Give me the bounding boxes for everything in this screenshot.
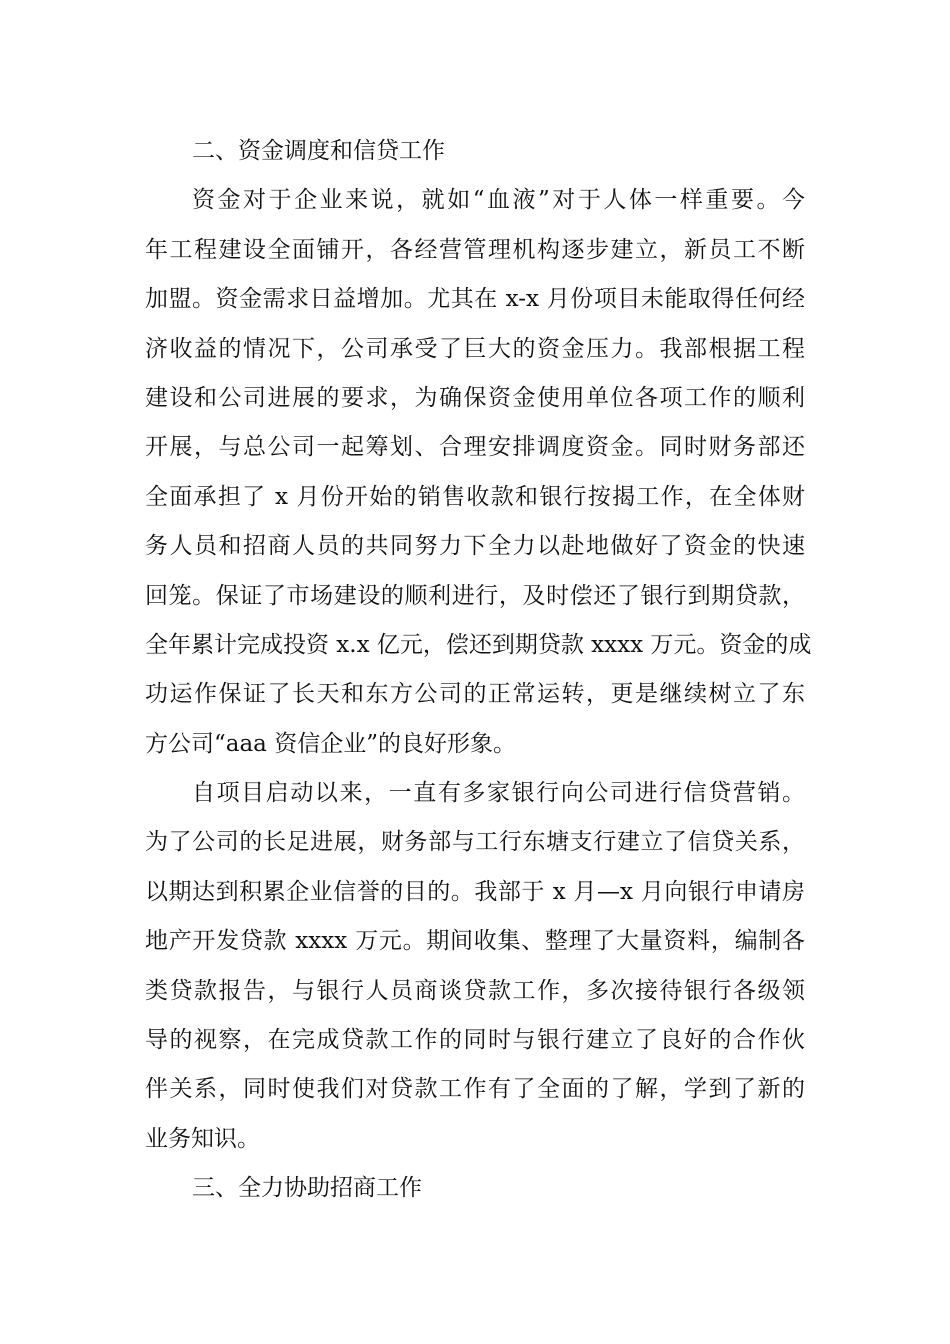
paragraph-line: 回笼。保证了市场建设的顺利进行，及时偿还了银行到期贷款， [145, 582, 805, 609]
paragraph-funds [145, 176, 812, 769]
paragraph-line: 功运作保证了长天和东方公司的正常运转，更是继续树立了东 [145, 681, 805, 708]
paragraph-line: 伴关系，同时使我们对贷款工作有了全面的了解，学到了新的 [145, 1076, 805, 1103]
paragraph-line: 地产开发贷款 xxxx 万元。期间收集、整理了大量资料，编制各 [145, 928, 805, 955]
paragraph-line: 全年累计完成投资 x.x 亿元，偿还到期贷款 xxxx 万元。资金的成 [145, 631, 812, 658]
paragraph-line: 建设和公司进展的要求，为确保资金使用单位各项工作的顺利 [145, 384, 805, 411]
paragraph-line: 全面承担了 x 月份开始的销售收款和银行按揭工作，在全体财 [145, 483, 805, 510]
paragraph-credit [145, 769, 805, 1164]
paragraph-line: 资金对于企业来说，就如“血液”对于人体一样重要。今 [192, 187, 805, 214]
paragraph-line: 为了公司的长足进展，财务部与工行东塘支行建立了信贷关系， [145, 829, 805, 856]
paragraph-line: 导的视察，在完成贷款工作的同时与银行建立了良好的合作伙 [145, 1027, 805, 1054]
paragraph-line: 以期达到积累企业信誉的目的。我部于 x 月—x 月向银行申请房 [145, 878, 805, 905]
paragraph-line: 业务知识。 [145, 1125, 260, 1152]
paragraph-line: 类贷款报告，与银行人员商谈贷款工作，多次接待银行各级领 [145, 977, 805, 1004]
section-heading-2: 二、资金调度和信贷工作 [192, 138, 445, 164]
paragraph-line: 济收益的情况下，公司承受了巨大的资金压力。我部根据工程 [145, 335, 805, 362]
paragraph-line: 开展，与总公司一起筹划、合理安排调度资金。同时财务部还 [145, 434, 805, 461]
paragraph-line: 务人员和招商人员的共同努力下全力以赴地做好了资金的快速 [145, 533, 805, 560]
paragraph-line: 自项目启动以来，一直有多家银行向公司进行信贷营销。 [192, 780, 805, 807]
paragraph-line: 加盟。资金需求日益增加。尤其在 x-x 月份项目未能取得任何经 [145, 286, 805, 313]
paragraph-line: 年工程建设全面铺开，各经营管理机构逐步建立，新员工不断 [145, 236, 805, 263]
section-heading-3: 三、全力协助招商工作 [192, 1175, 422, 1202]
paragraph-line: 方公司“aaa 资信企业”的良好形象。 [145, 730, 516, 757]
document-page [145, 127, 812, 1214]
